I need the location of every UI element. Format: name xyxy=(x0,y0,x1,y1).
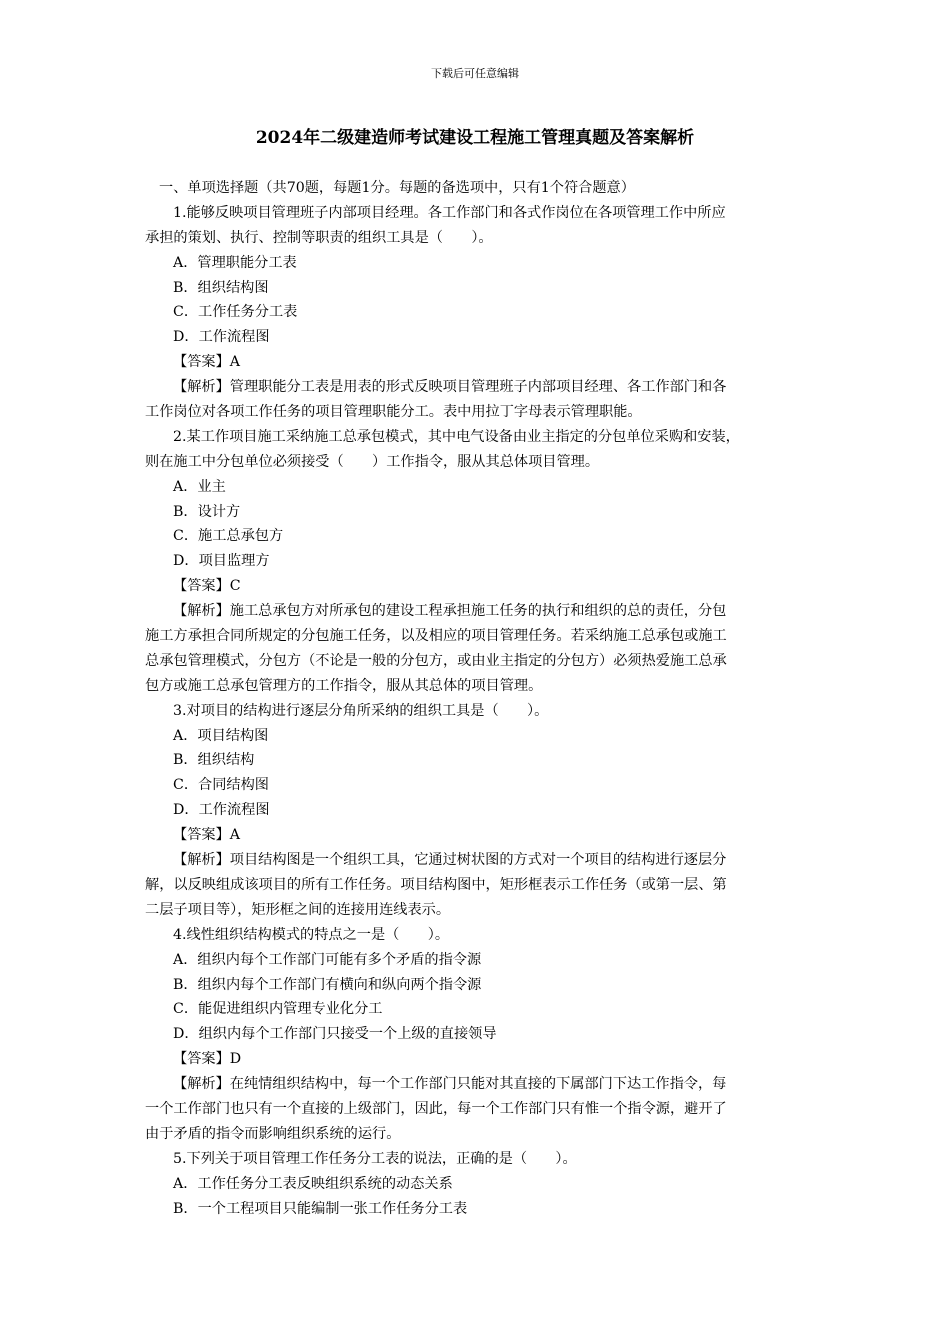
question-list xyxy=(145,201,805,1222)
analysis-line: 由于矛盾的指令而影响组织系统的运行。 xyxy=(145,1125,401,1142)
answer-option: B．组织内每个工作部门有横向和纵向两个指令源 xyxy=(173,976,482,993)
answer-option: B．组织结构 xyxy=(173,752,255,769)
question-block xyxy=(145,425,805,699)
answer-key: 【答案】D xyxy=(173,1051,242,1068)
analysis-line xyxy=(145,599,805,624)
answer-option: C．工作任务分工表 xyxy=(173,304,298,321)
analysis-text: 施工总承包方对所承包的建设工程承担施工任务的执行和组织的总的责任，分包 xyxy=(229,603,727,620)
answer-option: B．设计方 xyxy=(173,503,241,520)
answer-option: A．业主 xyxy=(173,478,226,495)
analysis-label: 【解析】 xyxy=(173,603,230,620)
question-stem: 则在施工中分包单位必须接受（ ）工作指令，服从其总体项目管理。 xyxy=(145,453,600,470)
answer-option: A．项目结构图 xyxy=(173,727,269,744)
analysis-line: 一个工作部门也只有一个直接的上级部门，因此，每一个工作部门只有惟一个指令源，避开了 xyxy=(145,1100,727,1117)
section-heading: 一、单项选择题（共70题，每题1分。每题的备选项中，只有1个符合题意） xyxy=(159,180,635,196)
document-title: 2024年二级建造师考试建设工程施工管理真题及答案解析 xyxy=(255,128,695,148)
question-stem: 5.下列关于项目管理工作任务分工表的说法，正确的是（ ）。 xyxy=(173,1150,577,1167)
question-stem: 4.线性组织结构模式的特点之一是（ ）。 xyxy=(173,926,450,943)
analysis-line: 解，以反映组成该项目的所有工作任务。项目结构图中，矩形框表示工作任务（或第一层、第 xyxy=(145,876,727,893)
answer-option: D．工作流程图 xyxy=(173,329,270,346)
answer-option: B．组织结构图 xyxy=(173,279,269,296)
question-stem: 1.能够反映项目管理班子内部项目经理。各工作部门和各式作岗位在各项管理工作中所应 xyxy=(173,204,726,221)
analysis-line: 工作岗位对各项工作任务的项目管理职能分工。表中用拉丁字母表示管理职能。 xyxy=(145,404,642,421)
answer-option: D．组织内每个工作部门只接受一个上级的直接领导 xyxy=(173,1026,497,1043)
header-note: 下载后可任意编辑 xyxy=(431,67,519,80)
analysis-label: 【解析】 xyxy=(173,379,230,396)
question-block xyxy=(145,1147,805,1222)
analysis-label: 【解析】 xyxy=(173,1076,230,1093)
answer-option: A．管理职能分工表 xyxy=(173,254,297,271)
analysis-line: 施工方承担合同所规定的分包施工任务，以及相应的项目管理任务。若采纳施工总承包或施工 xyxy=(145,628,727,645)
answer-option: C．施工总承包方 xyxy=(173,528,284,545)
question-block xyxy=(145,699,805,923)
question-stem: 承担的策划、执行、控制等职责的组织工具是（ ）。 xyxy=(145,229,493,246)
analysis-line xyxy=(145,848,805,873)
question-block xyxy=(145,201,805,425)
analysis-line xyxy=(145,375,805,400)
answer-option: B．一个工程项目只能编制一张工作任务分工表 xyxy=(173,1200,468,1217)
analysis-text: 在纯情组织结构中，每一个工作部门只能对其直接的下属部门下达工作指令，每 xyxy=(229,1076,727,1093)
answer-option: D．工作流程图 xyxy=(173,802,270,819)
analysis-line: 包方或施工总承包管理方的工作指令，服从其总体的项目管理。 xyxy=(145,677,543,694)
question-stem: 2.某工作项目施工采纳施工总承包模式，其中电气设备由业主指定的分包单位采购和安装， xyxy=(173,428,740,445)
answer-key: 【答案】A xyxy=(173,354,240,371)
answer-option: A．组织内每个工作部门可能有多个矛盾的指令源 xyxy=(173,951,482,968)
answer-option: A．工作任务分工表反映组织系统的动态关系 xyxy=(173,1175,453,1192)
answer-key: 【答案】A xyxy=(173,827,240,844)
answer-option: C．能促进组织内管理专业化分工 xyxy=(173,1001,383,1018)
analysis-line: 总承包管理模式，分包方（不论是一般的分包方，或由业主指定的分包方）必须热爱施工总承 xyxy=(145,652,727,669)
analysis-text: 项目结构图是一个组织工具，它通过树状图的方式对一个项目的结构进行逐层分 xyxy=(229,852,727,869)
question-block xyxy=(145,923,805,1147)
document-body xyxy=(145,176,805,1221)
question-stem: 3.对项目的结构进行逐层分角所采纳的组织工具是（ ）。 xyxy=(173,702,549,719)
answer-option: D．项目监理方 xyxy=(173,553,270,570)
analysis-line xyxy=(145,1072,805,1097)
answer-option: C．合同结构图 xyxy=(173,777,269,794)
analysis-label: 【解析】 xyxy=(173,852,230,869)
answer-key: 【答案】C xyxy=(173,578,241,595)
analysis-text: 管理职能分工表是用表的形式反映项目管理班子内部项目经理、各工作部门和各 xyxy=(229,379,727,396)
analysis-line: 二层子项目等），矩形框之间的连接用连线表示。 xyxy=(145,901,451,918)
